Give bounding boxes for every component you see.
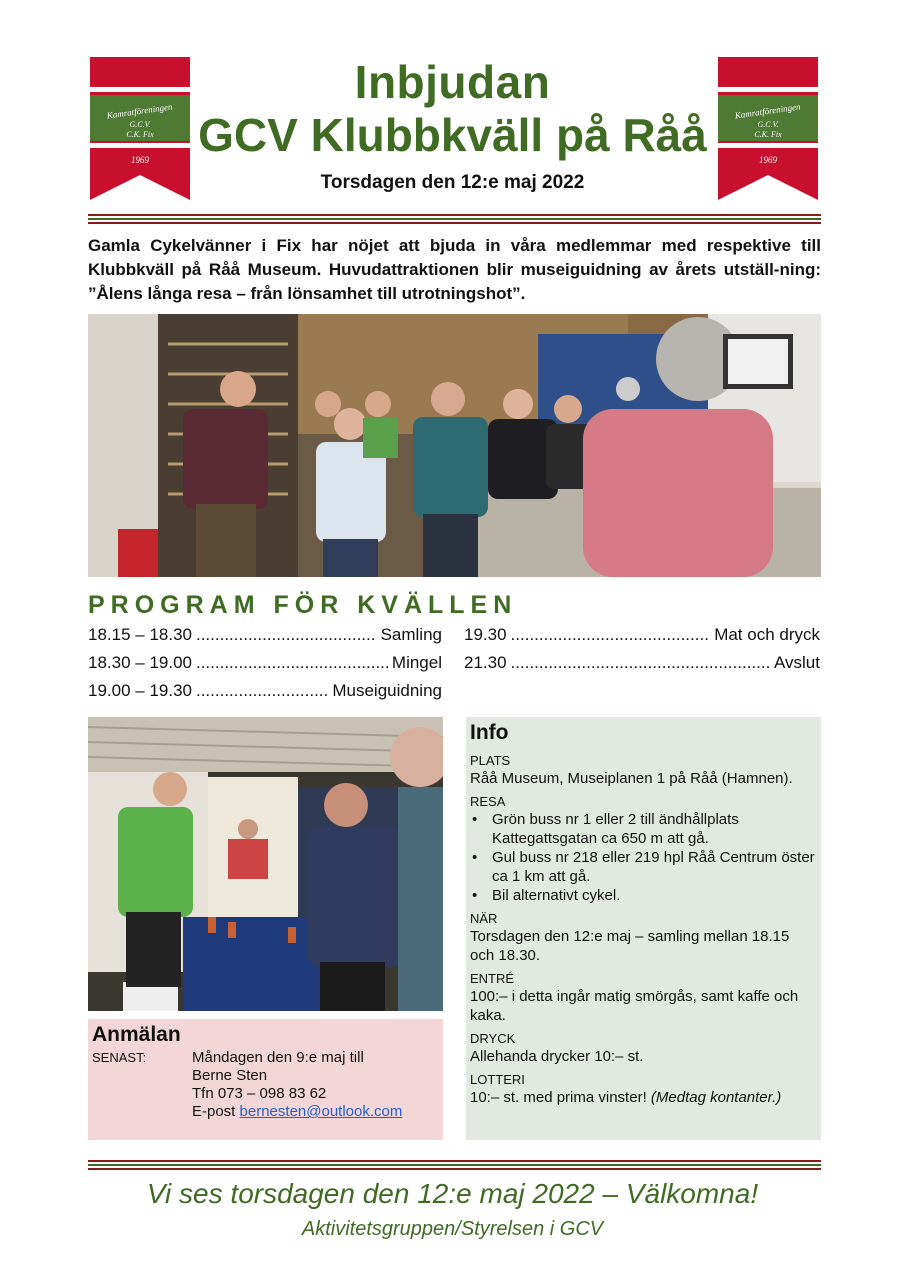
program-time: 19.00 – 19.30 [88, 681, 192, 700]
pennant-text: Kamratföreningen [106, 101, 174, 121]
email-prefix: E-post [192, 1103, 236, 1120]
svg-text:C.K. Fix: C.K. Fix [126, 130, 154, 139]
program-row [88, 624, 442, 646]
program-row [464, 652, 820, 674]
program-item: Museiguidning [332, 681, 442, 700]
email-link[interactable]: bernesten@outlook.com [239, 1103, 403, 1120]
divider-bottom [88, 1160, 821, 1172]
svg-text:G.C.V.: G.C.V. [129, 120, 151, 129]
entre-value: 100:– i detta ingår matig smörgås, samt kaffe och kaka. [470, 988, 799, 1024]
deadline-label: SENAST: [92, 1050, 147, 1065]
resa-label: RESA [470, 794, 506, 809]
program-item: Avslut [774, 653, 820, 672]
svg-text:1969: 1969 [759, 155, 777, 165]
title-invitation: Inbjudan [354, 56, 551, 108]
museum-group-photo [88, 314, 821, 577]
info-heading: Info [470, 721, 509, 744]
plats-label: PLATS [470, 753, 511, 768]
program-heading: PROGRAM FÖR KVÄLLEN [88, 591, 518, 619]
date-subtitle: Torsdagen den 12:e maj 2022 [320, 172, 585, 193]
tasting-photo [88, 717, 443, 1011]
title-event: GCV Klubbkväll på Råå [198, 109, 707, 161]
deadline-value: Måndagen den 9:e maj till [192, 1049, 364, 1066]
list-item: • Grön buss nr 1 eller 2 till ändhållplats Kattegattsgatan ca 650 m att gå. [470, 810, 817, 848]
lotteri-value: 10:– st. med prima vinster! (Medtag kontanter.) [470, 1089, 782, 1106]
svg-text:C.K. Fix: C.K. Fix [754, 130, 782, 139]
plats-value: Råå Museum, Museiplanen 1 på Råå (Hamnen). [470, 770, 793, 787]
program-time: 19.30 [464, 625, 507, 644]
program-time: 18.30 – 19.00 [88, 653, 192, 672]
program-row [88, 680, 442, 702]
list-item: • Gul buss nr 218 eller 219 hpl Råå Centrum öster ca 1 km att gå. [470, 848, 817, 886]
program-row [88, 652, 442, 674]
lotteri-label: LOTTERI [470, 1072, 525, 1087]
svg-text:1969: 1969 [131, 155, 149, 165]
registration-heading: Anmälan [92, 1023, 181, 1046]
divider-top [88, 214, 821, 226]
intro-text: Gamla Cykelvänner i Fix har nöjet att bjuda in våra medlemmar med respektive till Klubbkväll på Råå Museum. Huvudattraktionen blir museiguidning av årets utställ-ning: ”Ålens långa resa – från lönsamhet till utrotningshot”. [88, 236, 821, 303]
program-time: 21.30 [464, 653, 507, 672]
program-item: Samling [380, 625, 442, 644]
program-row [464, 624, 820, 646]
info-box [466, 717, 821, 1140]
lotteri-note: (Medtag kontanter.) [650, 1089, 782, 1106]
footer-welcome: Vi ses torsdagen den 12:e maj 2022 – Välkomna! [146, 1178, 759, 1209]
registration-box [88, 1019, 443, 1140]
entre-label: ENTRÉ [470, 971, 515, 986]
footer-signature: Aktivitetsgruppen/Styrelsen i GCV [301, 1218, 604, 1240]
program-item: Mat och dryck [714, 625, 820, 644]
svg-text:Kamratföreningen: Kamratföreningen [734, 101, 802, 121]
contact-name: Berne Sten [192, 1067, 268, 1084]
resa-list [470, 810, 817, 905]
svg-text:G.C.V.: G.C.V. [757, 120, 779, 129]
contact-phone: Tfn 073 – 098 83 62 [192, 1085, 327, 1102]
program-time: 18.15 – 18.30 [88, 625, 192, 644]
list-item: • Bil alternativt cykel. [470, 886, 817, 905]
dryck-label: DRYCK [470, 1031, 516, 1046]
dryck-value: Allehanda drycker 10:– st. [470, 1048, 644, 1065]
nar-label: NÄR [470, 911, 498, 926]
nar-value: Torsdagen den 12:e maj – samling mellan 18.15 och 18.30. [470, 928, 790, 964]
program-item: Mingel [391, 653, 442, 672]
